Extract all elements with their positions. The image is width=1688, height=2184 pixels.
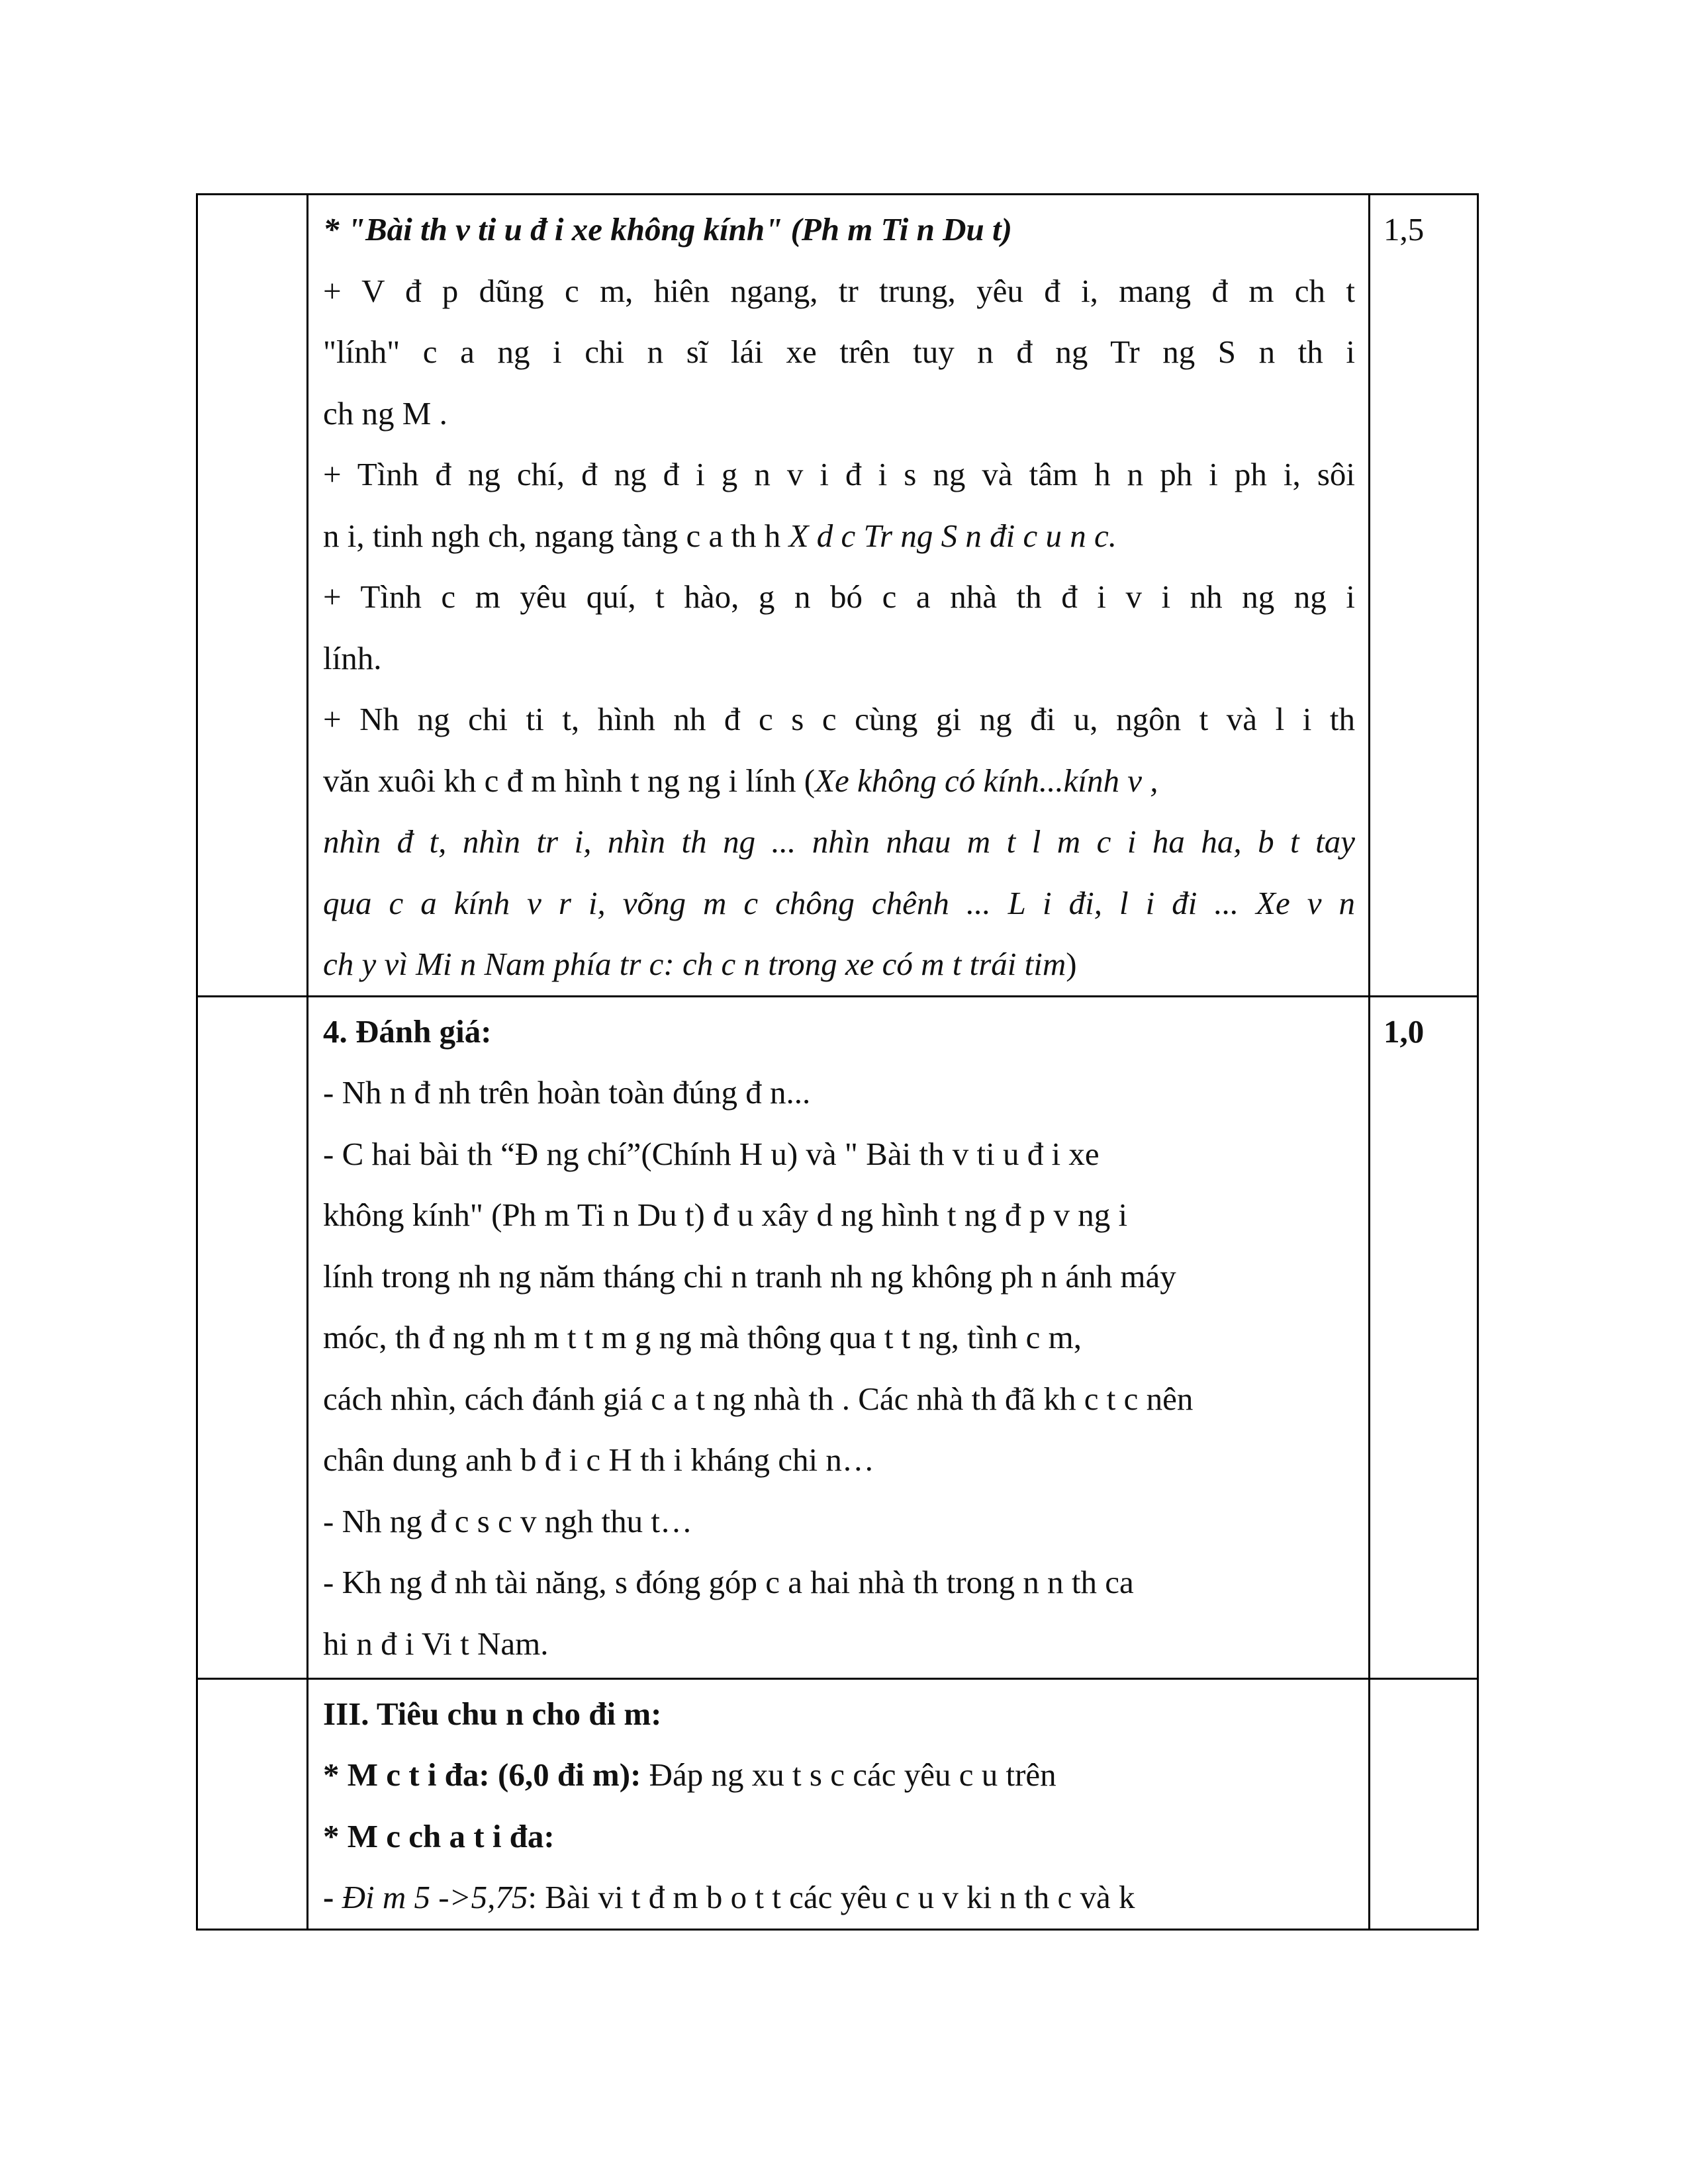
text-line: + Nh ng chi ti t, hình nh đ c s c cùng gi ng đi u, ngôn t và l i th <box>323 701 1355 737</box>
text-line: hi n đ i Vi t Nam. <box>323 1625 549 1662</box>
blank-cell <box>197 996 308 1678</box>
text-line: ch ng M . <box>323 394 447 432</box>
text-line: chân dung anh b đ i c H th i kháng chi n… <box>323 1441 874 1478</box>
italic-span: X d c Tr ng S n đi c u n c. <box>788 517 1117 554</box>
text-line: + V đ p dũng c m, hiên ngang, tr trung, yêu đ i, mang đ m ch t <box>323 272 1355 309</box>
bold-span: * M c t i đa: (6,0 đi m): <box>323 1756 641 1793</box>
text-line: - Nh ng đ c s c v ngh thu t… <box>323 1502 692 1539</box>
text-span: Đáp ng xu t s c các yêu c u trên <box>641 1756 1056 1793</box>
blank-cell <box>197 1678 308 1929</box>
text-line <box>323 934 1355 995</box>
text-line: cách nhìn, cách đánh giá c a t ng nhà th . Các nhà th đã kh c t c nên <box>323 1380 1194 1417</box>
blank-cell <box>197 195 308 997</box>
table-row <box>197 195 1478 997</box>
table-row <box>197 996 1478 1678</box>
score-cell <box>1370 1678 1478 1929</box>
poem-heading: * "Bài th v ti u đ i xe không kính" (Ph m Ti n Du t) <box>323 211 1012 248</box>
content-cell <box>308 1678 1370 1929</box>
text-line: lính. <box>323 639 382 676</box>
text-line: không kính" (Ph m Ti n Du t) đ u xây d ng hình t ng đ p v ng i <box>323 1197 1128 1233</box>
italic-span: ch y vì Mi n Nam phía tr c: ch c n trong xe có m t trái tim <box>323 946 1066 982</box>
section-heading: 4. Đánh giá: <box>323 1013 492 1050</box>
score-cell <box>1370 195 1478 997</box>
table-row <box>197 1678 1478 1929</box>
text-line: * M c ch a t i đa: <box>323 1817 555 1854</box>
text-line <box>323 751 1355 812</box>
text-line: lính trong nh ng năm tháng chi n tranh nh ng không ph n ánh máy <box>323 1257 1176 1295</box>
italic-span: Xe không có kính...kính v , <box>815 762 1158 799</box>
text-line: - Kh ng đ nh tài năng, s đóng góp c a hai nhà th trong n n th ca <box>323 1564 1134 1600</box>
text-line: - Nh n đ nh trên hoàn toàn đúng đ n... <box>323 1074 811 1111</box>
text-span: ) <box>1066 946 1077 982</box>
text-line <box>323 1867 1355 1929</box>
text-line: nhìn đ t, nhìn tr i, nhìn th ng ... nhìn nhau m t l m c i ha ha, b t tay <box>323 823 1355 860</box>
text-line <box>323 506 1355 567</box>
score-value: 1,5 <box>1383 211 1425 248</box>
text-span: : Bài vi t đ m b o t t các yêu c u v ki n th c và k <box>528 1879 1135 1915</box>
score-cell <box>1370 996 1478 1678</box>
text-span: văn xuôi kh c đ m hình t ng ng i lính ( <box>323 762 816 799</box>
content-cell <box>308 195 1370 997</box>
text-line: qua c a kính v r i, võng m c chông chênh ... L i đi, l i đi ... Xe v n <box>323 884 1355 921</box>
bold-span: - <box>323 1879 342 1915</box>
text-line: - C hai bài th “Đ ng chí”(Chính H u) và " Bài th v ti u đ i xe <box>323 1135 1100 1172</box>
score-value: 1,0 <box>1383 1013 1425 1050</box>
text-line: + Tình đ ng chí, đ ng đ i g n v i đ i s ng và tâm h n ph i ph i, sôi <box>323 456 1355 492</box>
section-heading: III. Tiêu chu n cho đi m: <box>323 1695 662 1732</box>
text-line: "lính" c a ng i chi n sĩ lái xe trên tuy n đ ng Tr ng S n th i <box>323 334 1355 370</box>
text-span: n i, tinh ngh ch, ngang tàng c a th h <box>323 517 789 554</box>
text-line: + Tình c m yêu quí, t hào, g n bó c a nhà th đ i v i nh ng ng i <box>323 578 1355 615</box>
text-line: móc, th đ ng nh m t t m g ng mà thông qua t t ng, tình c m, <box>323 1319 1082 1355</box>
text-line <box>323 1745 1355 1806</box>
grading-table <box>196 193 1479 1931</box>
content-cell <box>308 996 1370 1678</box>
italic-span: Đi m 5 ->5,75 <box>342 1879 528 1915</box>
